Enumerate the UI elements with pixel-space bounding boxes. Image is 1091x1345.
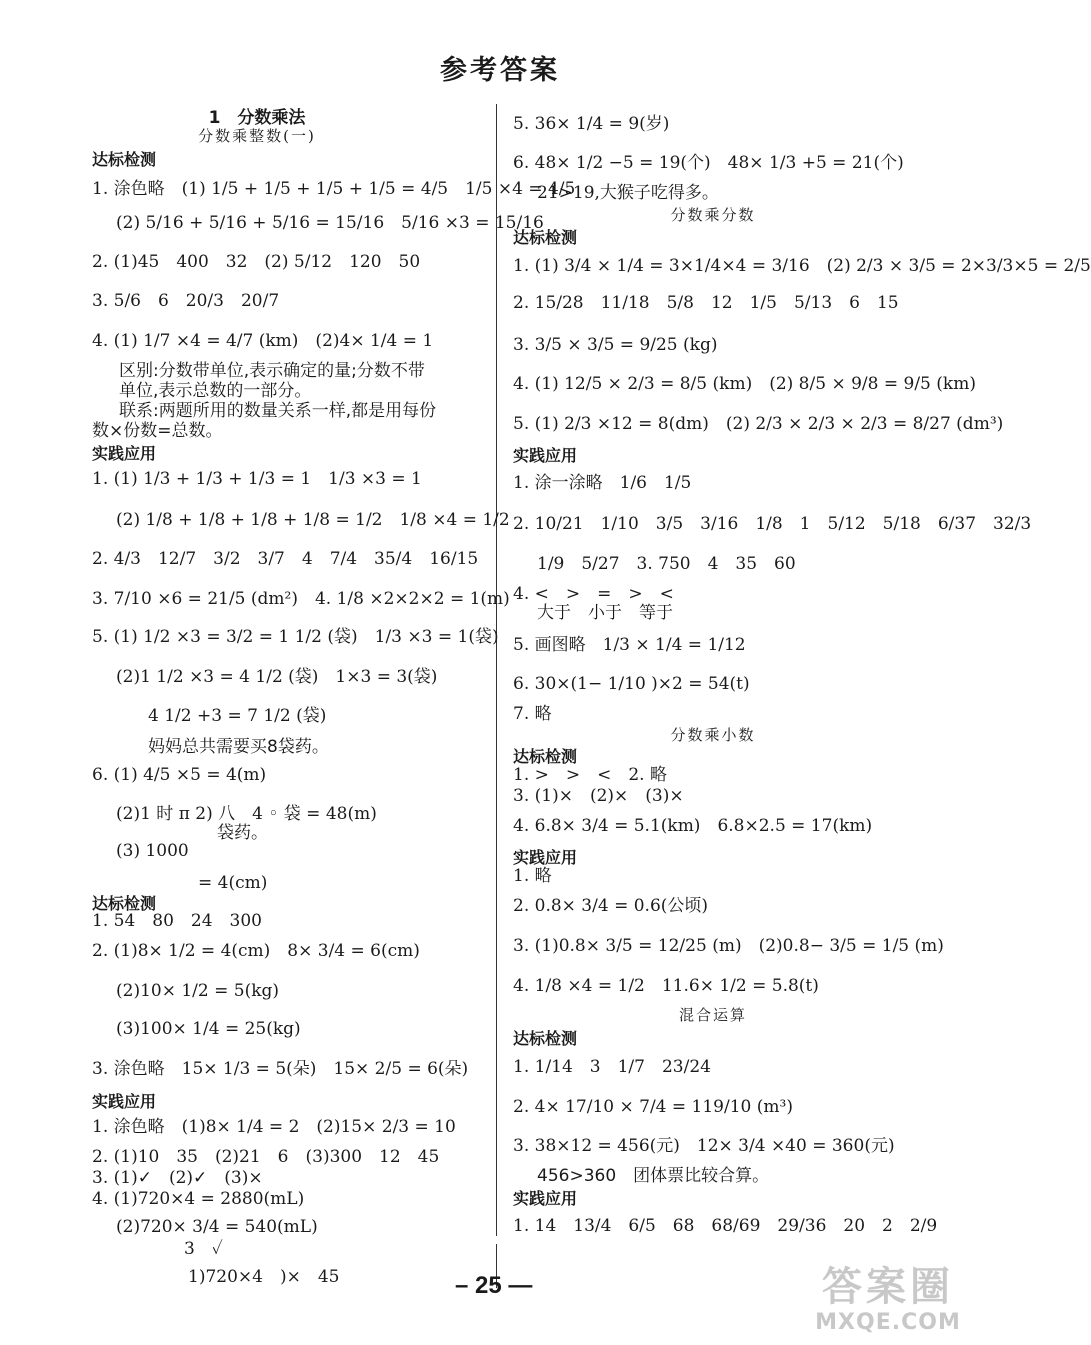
- answer-line: 区别:分数带单位,表示确定的量;分数不带: [119, 361, 425, 381]
- answer-line: 4. (1) 12/5 × 2/3 = 8/5 (km) (2) 8/5 × 9/8 = 9/5 (km): [513, 374, 976, 394]
- answer-line: 2. (1)45 400 32 (2) 5/12 120 50: [92, 252, 421, 272]
- answer-line: 2. (1)10 35 (2)21 6 (3)300 12 45: [92, 1147, 440, 1167]
- answer-line: 1. 14 13/4 6/5 68 68/69 29/36 20 2 2/9: [513, 1216, 938, 1236]
- answer-line: 456>360 团体票比较合算。: [537, 1166, 770, 1186]
- section-heading: 实践应用: [513, 848, 578, 867]
- answer-line: 7. 略: [513, 704, 552, 724]
- answer-line: 3 ✓: [184, 1239, 223, 1259]
- answer-line: 4 1/2 +3 = 7 1/2 (袋): [148, 706, 327, 726]
- page-number-value: 25: [475, 1272, 502, 1299]
- answer-line: 2. 4× 17/10 × 7/4 = 119/10 (m³): [513, 1097, 793, 1117]
- answer-line: 4. < > = > <: [513, 584, 674, 604]
- answer-line: (2)1 时 π 2) 八 4 ◦ 袋 = 48(m): [116, 804, 377, 824]
- answer-line: = 4(cm): [198, 873, 268, 893]
- answer-line: (2)1 1/2 ×3 = 4 1/2 (袋) 1×3 = 3(袋): [116, 667, 438, 687]
- answer-line: (2)720× 3/4 = 540(mL): [116, 1217, 318, 1237]
- answer-line: (2) 5/16 + 5/16 + 5/16 = 15/16 5/16 ×3 = 15/16: [116, 213, 544, 233]
- answer-line: 6. (1) 4/5 ×5 = 4(m): [92, 765, 267, 785]
- answer-line: 2. 10/21 1/10 3/5 3/16 1/8 1 5/12 5/18 6/37 32/3: [513, 514, 1032, 534]
- section-heading: 达标检测: [513, 747, 578, 766]
- answer-line: 5. 画图略 1/3 × 1/4 = 1/12: [513, 635, 746, 655]
- section-subtitle: 混合运算: [678, 1006, 747, 1024]
- section-subtitle: 分数乘分数: [670, 206, 756, 224]
- section-heading: 实践应用: [513, 446, 578, 465]
- answer-line: 1. 54 80 24 300: [92, 911, 262, 931]
- answer-line: 袋药。: [217, 823, 268, 843]
- section-heading: 达标检测: [513, 228, 578, 247]
- answer-line: 2. 4/3 12/7 3/2 3/7 4 7/4 35/4 16/15: [92, 549, 479, 569]
- answer-line: (2)10× 1/2 = 5(kg): [116, 981, 280, 1001]
- answer-line: 3. 3/5 × 3/5 = 9/25 (kg): [513, 335, 718, 355]
- section-heading: 达标检测: [92, 894, 157, 913]
- answer-line: 2. 0.8× 3/4 = 0.6(公顷): [513, 896, 709, 916]
- answer-line: (3) 1000: [116, 841, 189, 861]
- answer-line: 1. (1) 3/4 × 1/4 = 3×1/4×4 = 3/16 (2) 2/3 × 3/5 = 2×3/3×5 = 2/5: [513, 256, 1091, 276]
- watermark-logo: 答案圈: [822, 1264, 954, 1310]
- answer-line: 2. 15/28 11/18 5/8 12 1/5 5/13 6 15: [513, 293, 899, 313]
- answer-line: 单位,表示总数的一部分。: [119, 381, 312, 401]
- answer-line: 联系:两题所用的数量关系一样,都是用每份: [119, 401, 437, 421]
- answer-line: 3. (1)✓ (2)✓ (3)×: [92, 1168, 263, 1188]
- answer-line: 1. 涂色略 (1)8× 1/4 = 2 (2)15× 2/3 = 10: [92, 1117, 456, 1137]
- answer-line: 5. 36× 1/4 = 9(岁): [513, 114, 670, 134]
- answer-line: 3. 涂色略 15× 1/3 = 5(朵) 15× 2/5 = 6(朵): [92, 1059, 469, 1079]
- answer-line: 3. 5/6 6 20/3 20/7: [92, 291, 280, 311]
- answer-line: 数×份数=总数。: [92, 421, 223, 441]
- answer-line: 4. 6.8× 3/4 = 5.1(km) 6.8×2.5 = 17(km): [513, 816, 873, 836]
- answer-line: 1)720×4 )× 45: [188, 1267, 340, 1287]
- answer-line: 妈妈总共需要买8袋药。: [148, 737, 329, 757]
- answer-line: 3. (1)0.8× 3/5 = 12/25 (m) (2)0.8− 3/5 = 1/5 (m): [513, 936, 944, 956]
- answer-line: 5. (1) 1/2 ×3 = 3/2 = 1 1/2 (袋) 1/3 ×3 = 1(袋): [92, 627, 499, 647]
- watermark-url: MXQE.COM: [815, 1310, 961, 1335]
- answer-line: 6. 30×(1− 1/10 )×2 = 54(t): [513, 674, 750, 694]
- section-subtitle: 分数乘小数: [670, 726, 756, 744]
- section-heading: 实践应用: [92, 444, 157, 463]
- section-subtitle: 分数乘整数(一): [198, 127, 316, 145]
- answer-line: 1. 1/14 3 1/7 23/24: [513, 1057, 711, 1077]
- section-heading: 实践应用: [513, 1189, 578, 1208]
- answer-line: 3. (1)× (2)× (3)×: [513, 786, 684, 806]
- answer-line: 1. 涂色略 (1) 1/5 + 1/5 + 1/5 + 1/5 = 4/5 1/5 ×4 = 4/5: [92, 179, 576, 199]
- answer-line: (3)100× 1/4 = 25(kg): [116, 1019, 301, 1039]
- page-number: – 25 —: [455, 1272, 533, 1299]
- answer-line: (2) 1/8 + 1/8 + 1/8 + 1/8 = 1/2 1/8 ×4 = 1/2: [116, 510, 510, 530]
- section-heading: 达标检测: [92, 150, 157, 169]
- answer-line: 3. 38×12 = 456(元) 12× 3/4 ×40 = 360(元): [513, 1136, 895, 1156]
- page-title: 参考答案: [440, 55, 560, 86]
- column-divider: [496, 104, 497, 1236]
- answer-line: 1. (1) 1/3 + 1/3 + 1/3 = 1 1/3 ×3 = 1: [92, 469, 422, 489]
- answer-line: 1/9 5/27 3. 750 4 35 60: [537, 554, 796, 574]
- answer-line: 4. (1) 1/7 ×4 = 4/7 (km) (2)4× 1/4 = 1: [92, 331, 434, 351]
- answer-line: 1. > > < 2. 略: [513, 765, 667, 785]
- answer-line: 3. 7/10 ×6 = 21/5 (dm²) 4. 1/8 ×2×2×2 = 1(m): [92, 589, 510, 609]
- answer-line: 4. 1/8 ×4 = 1/2 11.6× 1/2 = 5.8(t): [513, 976, 819, 996]
- chapter-title: 1 分数乘法: [208, 108, 306, 128]
- answer-line: 6. 48× 1/2 −5 = 19(个) 48× 1/3 +5 = 21(个): [513, 153, 904, 173]
- section-heading: 实践应用: [92, 1092, 157, 1111]
- answer-line: 1. 涂一涂略 1/6 1/5: [513, 473, 692, 493]
- watermark: [788, 1264, 988, 1335]
- answer-line: 大于 小于 等于: [537, 603, 673, 623]
- answer-line: 4. (1)720×4 = 2880(mL): [92, 1189, 305, 1209]
- answer-line: 5. (1) 2/3 ×12 = 8(dm) (2) 2/3 × 2/3 × 2/3 = 8/27 (dm³): [513, 414, 1004, 434]
- answer-line: 21>19,大猴子吃得多。: [537, 183, 719, 203]
- section-heading: 达标检测: [513, 1029, 578, 1048]
- answer-line: 2. (1)8× 1/2 = 4(cm) 8× 3/4 = 6(cm): [92, 941, 420, 961]
- answer-line: 1. 略: [513, 866, 552, 886]
